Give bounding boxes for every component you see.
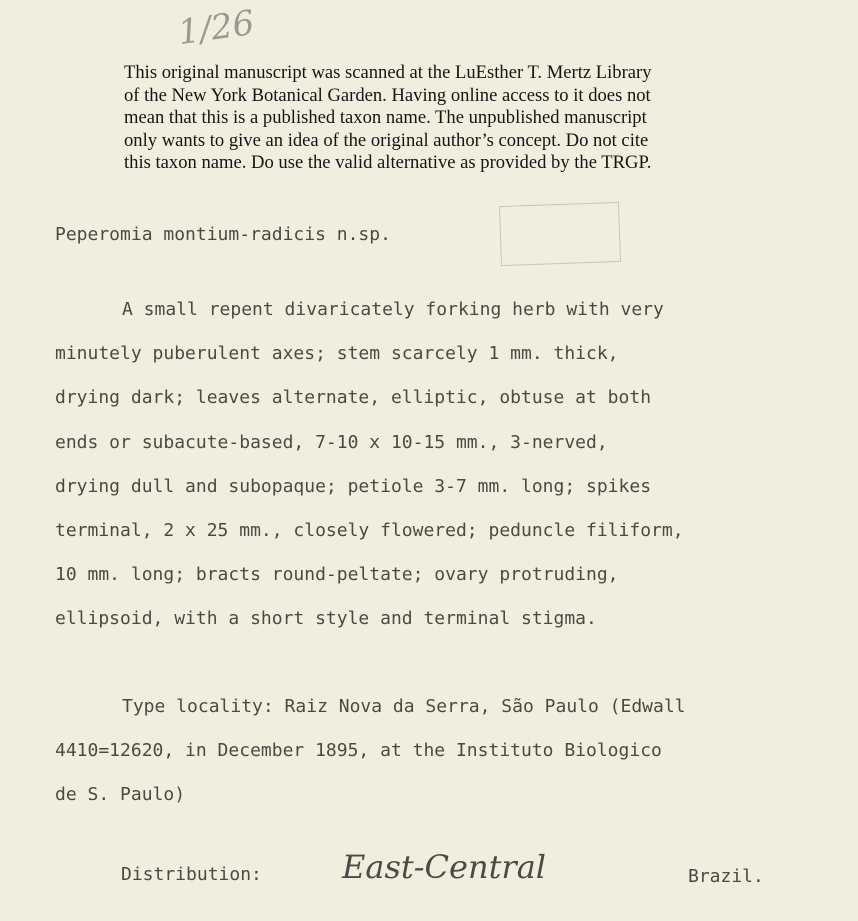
disclaimer-line: This original manuscript was scanned at the LuEsther T. Mertz Library [124,62,652,83]
distribution-handwritten: East-Central [342,848,547,886]
disclaimer-line: only wants to give an idea of the original author’s concept. Do not cite [124,129,649,151]
library-disclaimer [124,62,764,175]
locality-line: 4410=12620, in December 1895, at the Instituto Biologico [55,740,662,762]
faint-label-outline [499,202,621,266]
disclaimer-line: mean that this is a published taxon name. The unpublished manuscript [124,107,647,129]
description-line: ellipsoid, with a short style and terminal stigma. [55,608,597,630]
disclaimer-line: of the New York Botanical Garden. Having online access to it does not [124,84,651,106]
locality-line: de S. Paulo) [55,784,186,806]
description-line: drying dull and subopaque; petiole 3-7 mm. long; spikes [55,475,652,497]
description-line: 10 mm. long; bracts round-peltate; ovary protruding, [55,564,619,586]
species-description [55,288,684,642]
species-title: Peperomia montium-radicis n.sp. [55,224,391,245]
type-locality [55,685,686,818]
handwritten-page-mark: 1/26 [175,2,257,54]
description-line: A small repent divaricately forking herb with very [122,299,664,320]
description-line: minutely puberulent axes; stem scarcely 1 mm. thick, [55,343,619,365]
description-line: terminal, 2 x 25 mm., closely flowered; peduncle filiform, [55,520,684,542]
distribution-country: Brazil. [688,866,764,887]
description-line: ends or subacute-based, 7-10 x 10-15 mm., 3-nerved, [55,431,608,453]
locality-line: Type locality: Raiz Nova da Serra, São Paulo (Edwall [122,696,686,717]
disclaimer-line: this taxon name. Do use the valid alternative as provided by the TRGP. [124,152,652,174]
description-line: drying dark; leaves alternate, elliptic, obtuse at both [55,387,652,409]
distribution-label: Distribution: [121,864,262,885]
